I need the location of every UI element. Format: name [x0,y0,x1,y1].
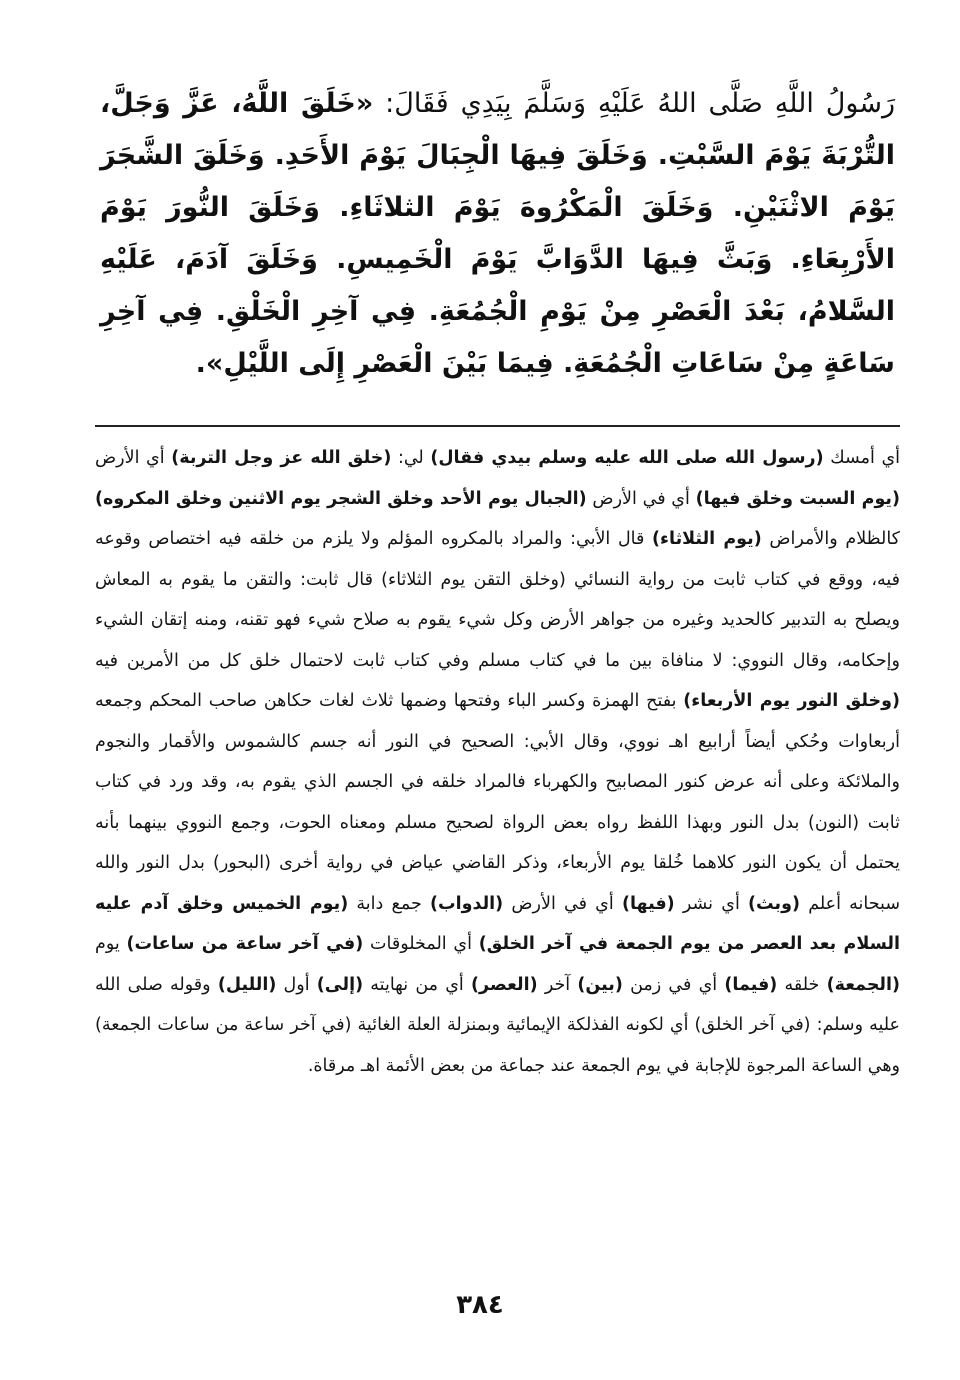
commentary-quoted-run: (العصر) [471,974,538,995]
commentary-run: يوم [95,934,127,954]
commentary-run: قال الأبي: والمراد بالمكروه المؤلم ولا يلزم من خلقه فيه اختصاص وقوعه فيه، ووقع في كتاب ثابت من رواية النسائي (وخلق التقن يوم الثلاثاء) قال ثابت: والتقن ما يقوم به المعاش ويصلح به التدبير كالحديد وغيره من جواهر الأرض وكل شيء يقوم به صلاح شيء فهو تقنه، ومنه إتقان الشيء وإحكامه، وقال النووي: لا منافاة بين ما في كتاب مسلم وفي كتاب ثابت لاحتمال خلق كل من الأمرين فيه [95,529,900,671]
commentary-run: خلقه [777,974,827,995]
commentary-run: جمع دابة [348,893,430,914]
commentary-run: أي الأرض [95,448,172,468]
commentary-run: وقوله صلى الله عليه وسلم: (في آخر الخلق) أي لكونه الفذلكة الإيمائية وبمنزلة العلة الغائية (في آخر ساعة من ساعات الجمعة) وهي الساعة المرجوة للإجابة في يوم الجمعة عند جماعة من بعض الأئمة اهـ مرقاة. [95,974,900,1076]
commentary-run: لي: [391,448,431,468]
commentary-quoted-run: (بين) [577,974,623,995]
commentary-run: أي من نهايته [363,974,472,995]
commentary-quoted-run: (فيما) [724,974,778,995]
commentary-run: كالظلام والأمراض [761,529,901,549]
hadith-end: . [195,348,206,379]
commentary-run: أي في زمن [622,974,725,995]
commentary-run: أول [276,974,317,995]
commentary-text [95,438,900,1086]
commentary-quoted-run: (يوم الثلاثاء) [652,529,762,549]
commentary-quoted-run: (يوم السبت وخلق فيها) [695,488,900,509]
commentary-run: بفتح الهمزة وكسر الباء وفتحها وضمها ثلاث لغات حكاهن صاحب المحكم وجمعه أربعاوات وحُكي أيضاً أرابيع اهـ نووي، وقال الأبي: الصحيح في النور أنه جسم كالشموس والأقمار والنجوم والملائكة وعلى أنه عرض كنور المصابيح والكهرباء فالمراد خلقه في الجسم الذي يقوم به، وقد ورد في كتاب ثابت (النون) بدل النور وبهذا اللفظ رواه بعض الرواة لصحيح مسلم ومعناه الحوت، وجمع النووي بينهما بأنه يحتمل أن يكون النور كلاهما خُلقا يوم الأربعاء، وذكر القاضي عياض في رواية أخرى (البحور) بدل النور والله سبحانه أعلم [95,691,900,914]
footnote-divider [95,425,900,427]
commentary-run: أي في الأرض [503,893,622,914]
commentary-quoted-run: (الجمعة) [826,974,900,995]
hadith-intro: رَسُولُ اللَّهِ صَلَّى اللهُ عَلَيْهِ وَسَلَّمَ بِيَدِي فَقَالَ: [373,88,896,119]
hadith-quote: «خَلَقَ اللَّهُ، عَزَّ وَجَلَّ، التُّرْبَةَ يَوْمَ السَّبْتِ. وَخَلَقَ فِيهَا الْجِبَالَ يَوْمَ الأَحَدِ. وَخَلَقَ الشَّجَرَ يَوْمَ الاثْنَيْنِ. وَخَلَقَ الْمَكْرُوهَ يَوْمَ الثلاثَاءِ. وَخَلَقَ النُّورَ يَوْمَ الأَرْبِعَاءِ. وَبَثَّ فِيهَا الدَّوَابَّ يَوْمَ الْخَمِيسِ. وَخَلَقَ آدَمَ، عَلَيْهِ السَّلامُ، بَعْدَ الْعَصْرِ مِنْ يَوْمِ الْجُمُعَةِ. فِي آخِرِ الْخَلْقِ. فِي آخِرِ سَاعَةٍ مِنْ سَاعَاتِ الْجُمُعَةِ. فِيمَا بَيْنَ الْعَصْرِ إِلَى اللَّيْلِ» [100,88,895,379]
commentary-run: أي في الأرض [586,488,696,509]
commentary-run: آخر [537,974,578,995]
commentary-run: أي أمسك [823,448,901,468]
commentary-quoted-run: (الجبال يوم الأحد وخلق الشجر يوم الاثنين وخلق المكروه) [95,488,587,509]
commentary-quoted-run: (يوم الخميس وخلق آدم عليه السلام بعد العصر من يوم الجمعة في آخر الخلق) [95,893,900,954]
commentary-quoted-run: (وبث) [748,893,800,914]
page-number: ٣٨٤ [456,1290,504,1320]
commentary-quoted-run: (الليل) [217,974,277,995]
commentary-quoted-run: (رسول الله صلى الله عليه وسلم بيدي فقال) [430,448,824,468]
commentary-quoted-run: (وخلق النور يوم الأربعاء) [683,691,900,711]
commentary-quoted-run: (الدواب) [430,893,504,914]
commentary-run: أي المخلوقات [363,934,479,954]
commentary-run: أي نشر [674,893,749,914]
commentary-quoted-run: (في آخر ساعة من ساعات) [126,934,364,954]
hadith-text [100,78,895,390]
commentary-quoted-run: (خلق الله عز وجل التربة) [171,448,392,468]
commentary-quoted-run: (إلى) [316,974,364,995]
commentary-quoted-run: (فيها) [621,893,675,914]
